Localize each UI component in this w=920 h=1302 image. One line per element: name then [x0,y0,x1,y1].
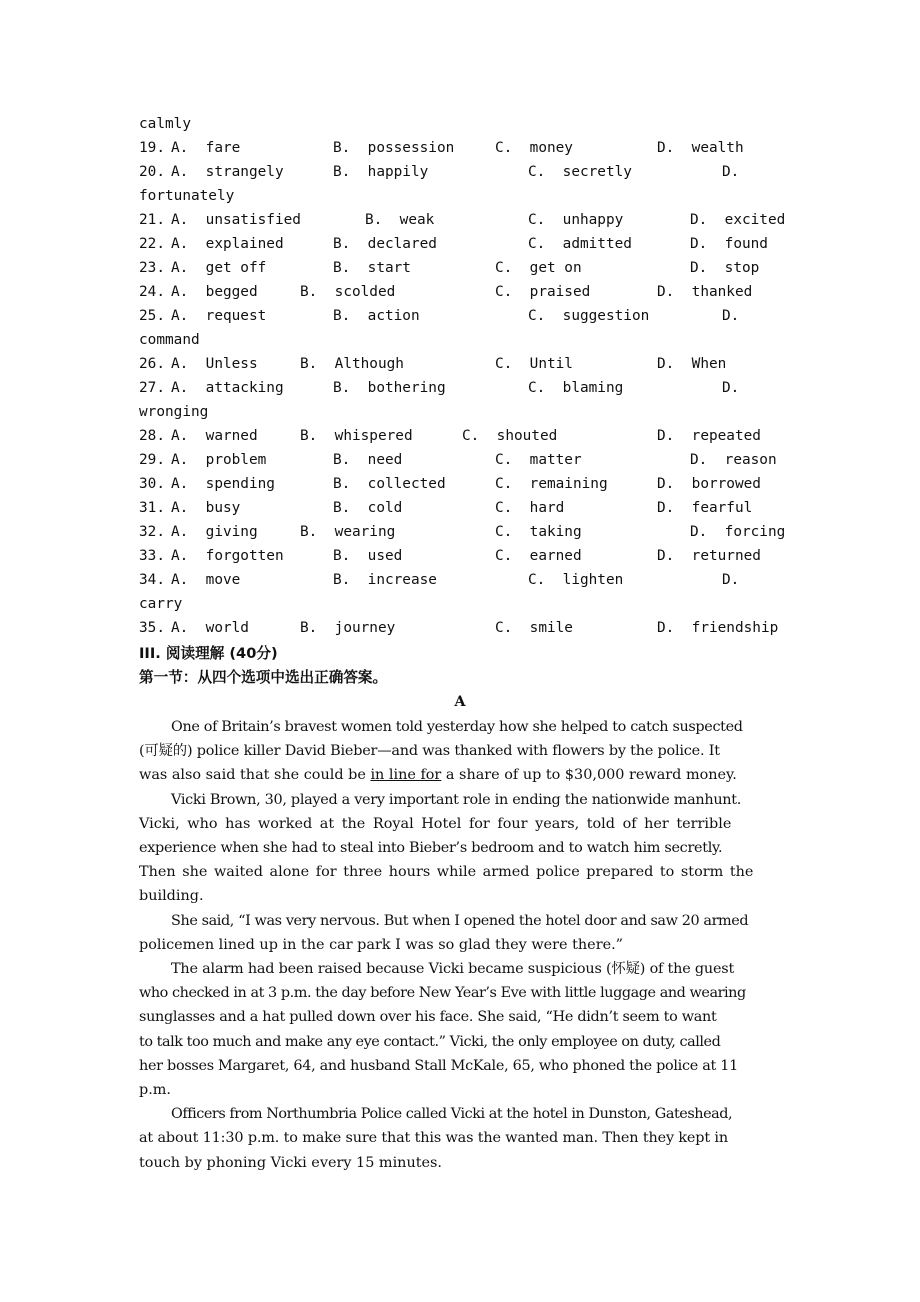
question-row [0,520,920,544]
question-number: 23. [139,260,165,276]
question-number: 22. [139,236,165,252]
passage-line: touch by phoning Vicki every 15 minutes. [139,1154,442,1171]
option-b: B. increase [333,572,437,588]
question-number: 35. [139,620,165,636]
option-b: B. need [333,452,403,468]
section-subheading: 第一节：从四个选项中选出正确答案。 [139,669,388,686]
option-c: C. hard [495,500,565,516]
option-c: C. admitted [528,236,632,252]
option-b: B. scolded [300,284,396,300]
option-c: C. matter [495,452,582,468]
passage-line: her bosses Margaret, 64, and husband Stall McKale, 65, who phoned the police at 11 [139,1057,738,1074]
option-c: C. Until [495,356,573,372]
option-d: D. When [657,356,727,372]
option-b: B. possession [333,140,455,156]
option-c: C. taking [495,524,582,540]
question-number: 21. [139,212,165,228]
passage-line: at about 11:30 p.m. to make sure that this was the wanted man. Then they kept in [139,1130,728,1147]
option-a: A. giving [171,524,258,540]
option-a: A. world [171,620,249,636]
underlined-phrase: in line for [370,767,442,784]
passage-line: building. [139,888,204,905]
question-number: 27. [139,380,165,396]
question-number: 25. [139,308,165,324]
option-d: D. returned [657,548,761,564]
passage [139,715,849,1175]
option-a: A. request [171,308,267,324]
option-b: B. declared [333,236,437,252]
question-number: 33. [139,548,165,564]
passage-line: Then she waited alone for three hours while armed police prepared to storm the [139,864,754,881]
option-a: A. Unless [171,356,258,372]
option-c: C. secretly [528,164,632,180]
option-b: B. whispered [300,428,413,444]
option-c: C. get on [495,260,582,276]
passage-text: was also said that she could be [139,767,371,784]
option-d: D. [722,380,740,396]
passage-line: Vicki, who has worked at the Royal Hotel for four years, told of her terrible [139,815,732,832]
section-heading: III. 阅读理解 (40分) [139,645,278,662]
option-c: C. unhappy [528,212,624,228]
passage-line: experience when she had to steal into Bieber’s bedroom and to watch him secretly. [139,840,723,857]
question-row [0,232,920,256]
option-d: D. excited [690,212,786,228]
question-number: 20. [139,164,165,180]
option-c: C. lighten [528,572,624,588]
passage-label: A [454,693,466,710]
passage-line: Vicki Brown, 30, played a very important role in ending the nationwide manhunt. [171,791,742,808]
question-row [0,472,920,496]
question-row [0,568,920,592]
option-a: A. get off [171,260,267,276]
option-b: B. bothering [333,380,446,396]
wrapped-option-text: carry [139,596,183,612]
option-b: B. used [333,548,403,564]
wrapped-option-text: calmly [139,116,191,132]
option-c: C. earned [495,548,582,564]
question-row [0,208,920,232]
passage-line [139,763,849,787]
option-b: B. Although [300,356,404,372]
option-b: B. journey [300,620,396,636]
option-a: A. forgotten [171,548,284,564]
passage-line: One of Britain’s bravest women told yesterday how she helped to catch suspected [171,719,743,735]
wrapped-option-text: fortunately [139,188,235,204]
option-d: D. wealth [657,140,744,156]
option-d: D. fearful [657,500,753,516]
question-row [0,256,920,280]
option-c: C. money [495,140,573,156]
option-c: C. suggestion [528,308,650,324]
option-a: A. fare [171,140,241,156]
question-number: 30. [139,476,165,492]
question-number: 28. [139,428,165,444]
option-a: A. warned [171,428,258,444]
option-d: D. thanked [657,284,753,300]
passage-line: who checked in at 3 p.m. the day before New Year’s Eve with little luggage and wearing [139,985,746,1002]
question-row [0,616,920,640]
option-a: A. move [171,572,241,588]
option-d: D. found [690,236,768,252]
option-b: B. wearing [300,524,396,540]
question-number: 31. [139,500,165,516]
option-b: B. weak [365,212,435,228]
option-c: C. shouted [462,428,558,444]
option-a: A. unsatisfied [171,212,301,228]
option-c: C. blaming [528,380,624,396]
option-c: C. smile [495,620,573,636]
passage-line: p.m. [139,1082,172,1099]
option-b: B. action [333,308,420,324]
option-d: D. stop [690,260,760,276]
question-number: 32. [139,524,165,540]
option-d: D. forcing [690,524,786,540]
question-row [0,448,920,472]
question-row [0,304,920,328]
option-d: D. [722,308,740,324]
passage-line: Officers from Northumbria Police called Vicki at the hotel in Dunston, Gateshead, [171,1106,733,1123]
option-b: B. start [333,260,411,276]
option-b: B. cold [333,500,403,516]
question-number: 26. [139,356,165,372]
question-row [0,280,920,304]
question-row [0,544,920,568]
passage-line: She said, “I was very nervous. But when I opened the hotel door and saw 20 armed [171,912,749,929]
option-d: D. [722,572,740,588]
option-d: D. [722,164,740,180]
option-b: B. happily [333,164,429,180]
question-row [0,424,920,448]
option-d: D. borrowed [657,476,761,492]
question-number: 24. [139,284,165,300]
question-number: 34. [139,572,165,588]
wrapped-option-text: wronging [139,404,209,420]
question-number: 29. [139,452,165,468]
passage-line: sunglasses and a hat pulled down over his face. She said, “He didn’t seem to want [139,1009,717,1026]
option-a: A. problem [171,452,267,468]
wrapped-option-text: command [139,332,200,348]
passage-line: (可疑的) police killer David Bieber—and was thanked with flowers by the police. It [139,743,720,760]
option-a: A. begged [171,284,258,300]
option-c: C. remaining [495,476,608,492]
question-row [0,376,920,400]
question-row [0,352,920,376]
option-d: D. repeated [657,428,761,444]
option-c: C. praised [495,284,591,300]
option-d: D. reason [690,452,777,468]
option-a: A. spending [171,476,275,492]
option-a: A. busy [171,500,241,516]
passage-line: The alarm had been raised because Vicki became suspicious (怀疑) of the guest [171,961,735,978]
option-d: D. friendship [657,620,779,636]
question-number: 19. [139,140,165,156]
option-a: A. explained [171,236,284,252]
passage-line: policemen lined up in the car park I was so glad they were there.” [139,936,624,953]
option-a: A. strangely [171,164,284,180]
question-row [0,136,920,160]
option-a: A. attacking [171,380,284,396]
question-row [0,496,920,520]
option-b: B. collected [333,476,446,492]
question-row [0,160,920,184]
passage-text: a share of up to $30,000 reward money. [441,767,737,784]
passage-line: to talk too much and make any eye contact.” Vicki, the only employee on duty, called [139,1033,721,1050]
